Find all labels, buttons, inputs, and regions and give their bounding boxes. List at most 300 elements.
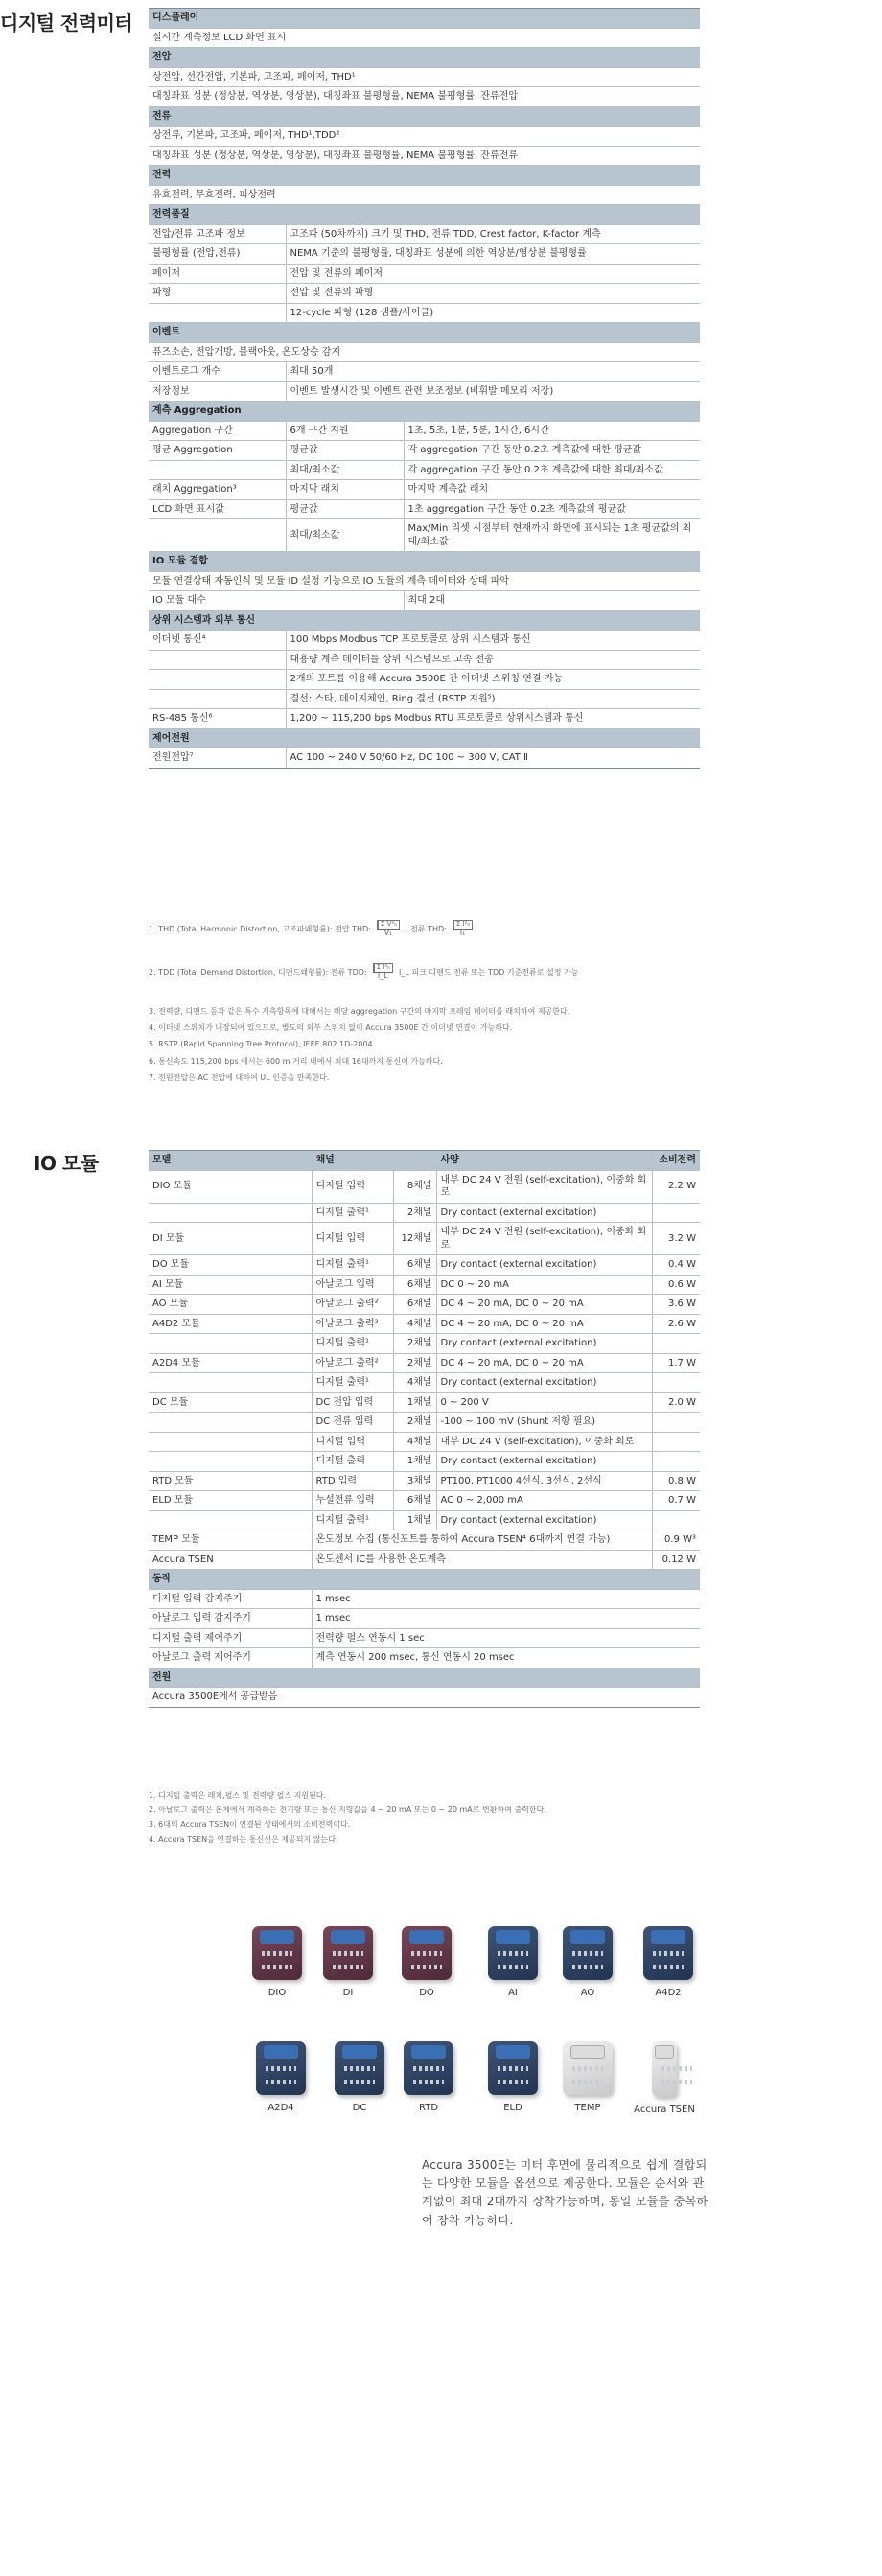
spec-cell: DC 모듈 — [149, 1392, 312, 1413]
spec-cell: 1 msec — [312, 1609, 700, 1629]
module-row — [149, 1413, 700, 1433]
module-icon — [404, 2041, 453, 2095]
spec-row — [149, 28, 700, 48]
module-image-eld — [479, 2041, 546, 2113]
meter-footnotes — [149, 1006, 705, 1089]
footnote: 4. 이더넷 스위치가 내장되어 있으므로, 별도의 외부 스위치 없이 Accura 3500E 간 이더넷 연결이 가능하다. — [149, 1024, 513, 1033]
section-header-row — [149, 402, 700, 422]
module-image-accura-tsen — [631, 2041, 698, 2115]
spec-cell — [652, 1452, 700, 1472]
spec-cell: 4채널 — [393, 1432, 436, 1452]
spec-cell: 0.8 W — [652, 1471, 700, 1491]
spec-cell: 2.0 W — [652, 1392, 700, 1413]
thd-lead: 1. THD (Total Harmonic Distortion, 고조파왜형률): 전압 THD: — [149, 924, 371, 933]
module-row — [149, 1275, 700, 1295]
footnote-tdd — [149, 963, 705, 980]
section-header-row — [149, 205, 700, 225]
spec-cell: AC 0 ~ 2,000 mA — [436, 1491, 652, 1511]
spec-cell: 디지털 입력 — [312, 1432, 393, 1452]
spec-cell: 디지털 입력 — [312, 1170, 393, 1203]
spec-cell — [652, 1203, 700, 1223]
module-image-a2d4 — [247, 2041, 314, 2113]
spec-cell: 디지털 출력¹ — [312, 1203, 393, 1223]
spec-row — [149, 185, 700, 205]
spec-row — [149, 460, 700, 480]
spec-cell: TEMP 모듈 — [149, 1530, 312, 1551]
spec-cell — [149, 1510, 312, 1530]
spec-cell: 파형 — [149, 284, 286, 304]
section-header-row — [149, 9, 700, 29]
spec-cell: IO 모듈 결합 — [149, 552, 700, 572]
spec-row — [149, 480, 700, 500]
spec-cell: 이벤트 — [149, 323, 700, 343]
spec-cell: 1.7 W — [652, 1353, 700, 1373]
spec-cell: 1채널 — [393, 1452, 436, 1472]
spec-cell: 1채널 — [393, 1392, 436, 1413]
spec-cell: 평균값 — [286, 499, 404, 519]
io-title: IO 모듈 — [34, 1152, 99, 1175]
spec-cell: 1채널 — [393, 1510, 436, 1530]
module-image-di — [314, 1926, 382, 1998]
spec-cell: 아날로그 출력² — [312, 1353, 393, 1373]
module-image-temp — [554, 2041, 621, 2113]
spec-cell: 디지털 출력¹ — [312, 1373, 393, 1393]
spec-cell: 내부 DC 24 V 전원 (self-excitation), 이중화 회로 — [436, 1223, 652, 1255]
spec-cell: 불평형률 (전압,전류) — [149, 244, 286, 264]
spec-cell: PT100, PT1000 4선식, 3선식, 2선식 — [436, 1471, 652, 1491]
spec-cell: AC 100 ~ 240 V 50/60 Hz, DC 100 ~ 300 V, CAT Ⅱ — [286, 748, 700, 769]
spec-row — [149, 650, 700, 670]
spec-cell — [149, 1203, 312, 1223]
spec-cell: 2채널 — [393, 1413, 436, 1433]
spec-cell — [149, 1334, 312, 1354]
spec-row — [149, 362, 700, 382]
module-label: DO — [419, 1988, 434, 1998]
spec-cell: 저장정보 — [149, 381, 286, 402]
spec-cell: 최대 50개 — [286, 362, 700, 382]
spec-cell: 이더넷 통신⁴ — [149, 631, 286, 651]
spec-cell: 전력 — [149, 166, 700, 186]
spec-cell: 최대/최소값 — [286, 460, 404, 480]
module-label: AO — [580, 1988, 595, 1998]
spec-cell: AO 모듈 — [149, 1295, 312, 1315]
section-header-row — [149, 1668, 700, 1688]
spec-row — [149, 571, 700, 591]
module-row — [149, 1170, 700, 1203]
module-label: RTD — [418, 2103, 439, 2113]
spec-cell: 1 msec — [312, 1589, 700, 1609]
module-row — [149, 1471, 700, 1491]
spec-cell: 계측 Aggregation — [149, 402, 700, 422]
spec-cell: 아날로그 출력² — [312, 1314, 393, 1334]
spec-cell: 아날로그 출력² — [312, 1295, 393, 1315]
spec-cell: 3.6 W — [652, 1295, 700, 1315]
module-label: Accura TSEN — [634, 2104, 695, 2115]
spec-cell: 내부 DC 24 V (self-excitation), 이중화 회로 — [436, 1432, 652, 1452]
spec-cell: 마지막 래치 — [286, 480, 404, 500]
module-image-rtd — [395, 2041, 462, 2113]
section-header-row — [149, 48, 700, 68]
footnote: 2. 아날로그 출력은 본체에서 계측하는 전기량 또는 통신 지령값을 4 ~ 20 mA 또는 0 ~ 20 mA로 변환하여 출력한다. — [149, 1806, 546, 1815]
spec-cell: 모듈 연결상태 자동인식 및 모듈 ID 설정 기능으로 IO 모듈의 계측 데이터와 상태 파악 — [149, 571, 700, 591]
spec-cell: 대칭좌표 성분 (정상분, 역상분, 영상분), 대칭좌표 불평형률, NEMA 불평형률, 잔류전류 — [149, 146, 700, 166]
module-label: AI — [508, 1988, 518, 1998]
spec-row — [149, 342, 700, 362]
section-header-row — [149, 1570, 700, 1590]
spec-cell: 아날로그 입력 — [312, 1275, 393, 1295]
section-header-row — [149, 552, 700, 572]
tdd-num: Σ I²ₕ — [373, 963, 393, 973]
spec-cell: 전압 및 전류의 파형 — [286, 284, 700, 304]
module-icon — [563, 1926, 613, 1980]
spec-row — [149, 264, 700, 284]
spec-cell: 1초 aggregation 구간 동안 0.2초 계측값의 평균값 — [404, 499, 700, 519]
spec-cell: Dry contact (external excitation) — [436, 1373, 652, 1393]
section-header-row — [149, 610, 700, 631]
module-row — [149, 1452, 700, 1472]
spec-row — [149, 224, 700, 244]
closing-text: Accura 3500E는 미터 후면에 물리적으로 쉽게 결합되는 다양한 모듈을 옵션으로 제공한다. 모듈은 순서와 관계없이 최대 2대까지 장착가능하며, 동일 모듈을 중복하여 장착 가능하다. — [422, 2158, 708, 2227]
spec-cell: 3.2 W — [652, 1223, 700, 1255]
spec-cell: 내부 DC 24 V 전원 (self-excitation), 이중화 회로 — [436, 1170, 652, 1203]
spec-cell: 디스플레이 — [149, 9, 700, 29]
spec-row — [149, 126, 700, 147]
module-label: A4D2 — [655, 1988, 682, 1998]
io-footnotes — [149, 1790, 705, 1849]
spec-row — [149, 441, 700, 461]
thd-i-num: Σ I²ₕ — [453, 920, 473, 930]
module-icon — [488, 2041, 538, 2095]
spec-cell: 12-cycle 파형 (128 샘플/사이클) — [286, 303, 700, 323]
section-header-row — [149, 166, 700, 186]
module-row — [149, 1491, 700, 1511]
spec-cell: 6채널 — [393, 1295, 436, 1315]
footnote: 3. 6대의 Accura TSEN이 연결된 상태에서의 소비전력이다. — [149, 1820, 351, 1829]
module-row — [149, 1510, 700, 1530]
spec-cell: RTD 모듈 — [149, 1471, 312, 1491]
spec-cell: 2개의 포트를 이용해 Accura 3500E 간 이더넷 스위칭 연결 가능 — [286, 670, 700, 690]
module-row — [149, 1314, 700, 1334]
spec-cell: 각 aggregation 구간 동안 0.2초 계측값에 대한 평균값 — [404, 441, 700, 461]
spec-cell: 1,200 ~ 115,200 bps Modbus RTU 프로토콜로 상위시스템과 통신 — [286, 709, 700, 729]
spec-cell: 유효전력, 무효전력, 피상전력 — [149, 185, 700, 205]
module-icon — [563, 2041, 613, 2095]
module-icon — [402, 1926, 452, 1980]
module-row — [149, 1295, 700, 1315]
spec-cell — [652, 1373, 700, 1393]
spec-cell: 8채널 — [393, 1170, 436, 1203]
module-row — [149, 1550, 700, 1570]
spec-cell: 6개 구간 지원 — [286, 421, 404, 441]
spec-cell: ELD 모듈 — [149, 1491, 312, 1511]
spec-cell: 대칭좌표 성분 (정상분, 역상분, 영상분), 대칭좌표 불평형률, NEMA 불평형률, 잔류전압 — [149, 87, 700, 107]
operation-row — [149, 1648, 700, 1668]
spec-cell: 2.6 W — [652, 1314, 700, 1334]
module-image-a4d2 — [635, 1926, 702, 1998]
spec-cell: 퓨즈소손, 전압개방, 블랙아웃, 온도상승 감지 — [149, 342, 700, 362]
spec-cell: -100 ~ 100 mV (Shunt 저항 필요) — [436, 1413, 652, 1433]
spec-cell: DI 모듈 — [149, 1223, 312, 1255]
spec-cell: 전압 — [149, 48, 700, 68]
spec-cell: 이벤트 발생시간 및 이벤트 관련 보조정보 (비휘발 메모리 저장) — [286, 381, 700, 402]
spec-cell: 전류 — [149, 106, 700, 126]
spec-cell: 0.12 W — [652, 1550, 700, 1570]
spec-cell: 2채널 — [393, 1334, 436, 1354]
module-row — [149, 1392, 700, 1413]
spec-cell: 6채널 — [393, 1275, 436, 1295]
section-header-row — [149, 728, 700, 748]
spec-cell: 디지털 입력 감지주기 — [149, 1589, 312, 1609]
spec-cell: 아날로그 출력 제어주기 — [149, 1648, 312, 1668]
module-row — [149, 1353, 700, 1373]
spec-cell: RS-485 통신⁶ — [149, 709, 286, 729]
module-icon — [643, 1926, 693, 1980]
spec-cell — [149, 670, 286, 690]
spec-cell: 0.6 W — [652, 1275, 700, 1295]
spec-cell: 2.2 W — [652, 1170, 700, 1203]
spec-cell: 최대/최소값 — [286, 519, 404, 552]
spec-cell: 0.4 W — [652, 1255, 700, 1276]
spec-cell — [149, 1452, 312, 1472]
spec-cell: DC 4 ~ 20 mA, DC 0 ~ 20 mA — [436, 1314, 652, 1334]
spec-cell: 아날로그 입력 감지주기 — [149, 1609, 312, 1629]
tdd-den: I_L — [377, 971, 388, 980]
operation-row — [149, 1628, 700, 1648]
spec-cell: Dry contact (external excitation) — [436, 1203, 652, 1223]
spec-row — [149, 421, 700, 441]
spec-cell: 디지털 출력¹ — [312, 1334, 393, 1354]
thd-mid: , 전류 THD: — [405, 924, 447, 933]
spec-cell — [149, 1373, 312, 1393]
footnote-thd — [149, 920, 705, 937]
module-row — [149, 1432, 700, 1452]
spec-cell: 전압 및 전류의 페이저 — [286, 264, 700, 284]
section-header-row — [149, 106, 700, 126]
spec-cell: 평균값 — [286, 441, 404, 461]
spec-cell: 전원전압⁷ — [149, 748, 286, 769]
spec-cell: 디지털 출력 — [312, 1452, 393, 1472]
spec-cell — [149, 303, 286, 323]
operation-row — [149, 1589, 700, 1609]
module-icon — [488, 1926, 538, 1980]
tdd-formula — [373, 963, 393, 980]
spec-cell: 100 Mbps Modbus TCP 프로토콜로 상위 시스템과 통신 — [286, 631, 700, 651]
spec-cell: 6채널 — [393, 1255, 436, 1276]
spec-cell: DC 4 ~ 20 mA, DC 0 ~ 20 mA — [436, 1295, 652, 1315]
footnote: 3. 전력량, 디맨드 등과 같은 특수 계측항목에 대해서는 해당 aggregation 구간의 마지막 프레임 데이터를 래치하여 제공한다. — [149, 1007, 570, 1016]
spec-cell: 0.7 W — [652, 1491, 700, 1511]
spec-cell: Dry contact (external excitation) — [436, 1510, 652, 1530]
spec-cell: NEMA 기준의 불평형률, 대칭좌표 성분에 의한 역상분/영상분 불평형률 — [286, 244, 700, 264]
module-label: TEMP — [574, 2103, 601, 2113]
spec-row — [149, 519, 700, 552]
footnote: 4. Accura TSEN을 연결하는 통신선은 제공되지 않는다. — [149, 1834, 338, 1844]
spec-row — [149, 244, 700, 264]
spec-cell: Dry contact (external excitation) — [436, 1255, 652, 1276]
module-image-ao — [554, 1926, 621, 1998]
spec-cell: 전력량 펄스 연동시 1 sec — [312, 1628, 700, 1648]
module-icon — [252, 1926, 302, 1980]
spec-cell: 이벤트로그 개수 — [149, 362, 286, 382]
thd-voltage-formula — [377, 920, 400, 937]
spec-cell: 동작 — [149, 1570, 700, 1590]
spec-cell — [149, 1413, 312, 1433]
spec-cell: 마지막 계측값 래치 — [404, 480, 700, 500]
spec-cell — [652, 1413, 700, 1433]
spec-cell: 2채널 — [393, 1353, 436, 1373]
spec-cell: DC 4 ~ 20 mA, DC 0 ~ 20 mA — [436, 1353, 652, 1373]
spec-cell: 각 aggregation 구간 동안 0.2초 계측값에 대한 최대/최소값 — [404, 460, 700, 480]
spec-cell — [149, 460, 286, 480]
module-label: A2D4 — [267, 2103, 294, 2113]
power-row — [149, 1688, 700, 1708]
spec-row — [149, 67, 700, 87]
spec-cell: 채널 — [312, 1151, 436, 1171]
spec-cell: 6채널 — [393, 1491, 436, 1511]
spec-cell: Max/Min 리셋 시점부터 현재까지 화면에 표시되는 1초 평균값의 최대/최소값 — [404, 519, 700, 552]
spec-cell: A4D2 모듈 — [149, 1314, 312, 1334]
spec-cell: A2D4 모듈 — [149, 1353, 312, 1373]
section-header-row — [149, 323, 700, 343]
spec-cell: 4채널 — [393, 1373, 436, 1393]
spec-cell: 사양 — [436, 1151, 652, 1171]
spec-cell: 페이저 — [149, 264, 286, 284]
spec-cell: 0.9 W³ — [652, 1530, 700, 1551]
module-row — [149, 1223, 700, 1255]
module-row — [149, 1255, 700, 1276]
spec-cell: DC 전류 입력 — [312, 1413, 393, 1433]
tdd-tail: I_L 피크 디맨드 전류 또는 TDD 기준전류로 설정 가능 — [399, 967, 579, 977]
module-image-do — [393, 1926, 460, 1998]
module-row — [149, 1530, 700, 1551]
meter-title: 디지털 전력미터 — [0, 12, 133, 34]
spec-cell: 결선: 스타, 데이지체인, Ring 결선 (RSTP 지원⁵) — [286, 689, 700, 709]
spec-cell: 최대 2대 — [404, 591, 700, 611]
spec-cell: 디지털 출력¹ — [312, 1510, 393, 1530]
spec-cell: AI 모듈 — [149, 1275, 312, 1295]
spec-cell — [652, 1334, 700, 1354]
module-image-ai — [479, 1926, 546, 1998]
spec-cell: RTD 입력 — [312, 1471, 393, 1491]
spec-cell: 래치 Aggregation³ — [149, 480, 286, 500]
spec-row — [149, 381, 700, 402]
module-row — [149, 1373, 700, 1393]
spec-row — [149, 284, 700, 304]
module-icon — [652, 2041, 677, 2097]
spec-cell: 0 ~ 200 V — [436, 1392, 652, 1413]
spec-cell: 모델 — [149, 1151, 312, 1171]
module-label: ELD — [503, 2103, 522, 2113]
spec-cell: DIO 모듈 — [149, 1170, 312, 1203]
module-label: DC — [352, 2103, 367, 2113]
module-icon — [256, 2041, 306, 2095]
spec-cell: 디지털 출력¹ — [312, 1255, 393, 1276]
spec-cell: 제어전원 — [149, 728, 700, 748]
spec-cell: Accura 3500E에서 공급받음 — [149, 1688, 700, 1708]
spec-cell: 4채널 — [393, 1314, 436, 1334]
spec-row — [149, 689, 700, 709]
spec-cell: 디지털 입력 — [312, 1223, 393, 1255]
spec-cell — [149, 689, 286, 709]
spec-cell — [149, 519, 286, 552]
spec-cell: 고조파 (50차까지) 크기 및 THD, 전류 TDD, Crest factor, K-factor 계측 — [286, 224, 700, 244]
spec-row — [149, 499, 700, 519]
spec-cell: 3채널 — [393, 1471, 436, 1491]
spec-row — [149, 748, 700, 769]
module-label: DI — [342, 1988, 354, 1998]
spec-cell: 디지털 출력 제어주기 — [149, 1628, 312, 1648]
module-icon — [335, 2041, 384, 2095]
spec-cell — [652, 1510, 700, 1530]
footnote: 7. 전원전압은 AC 전압에 대하여 UL 인증을 만족한다. — [149, 1072, 330, 1082]
spec-cell: 12채널 — [393, 1223, 436, 1255]
spec-cell: DC 전압 입력 — [312, 1392, 393, 1413]
thd-v-num: Σ V²ₕ — [377, 920, 400, 930]
operation-row — [149, 1609, 700, 1629]
footnote: 5. RSTP (Rapid Spanning Tree Protocol), IEEE 802.1D-2004 — [149, 1040, 373, 1049]
spec-cell: 온도센서 IC를 사용한 온도계측 — [312, 1550, 652, 1570]
spec-cell: 상전류, 기본파, 고조파, 페이저, THD¹,TDD² — [149, 126, 700, 147]
spec-cell: 소비전력 — [652, 1151, 700, 1171]
footnote: 1. 디지털 출력은 래치,펄스 및 전력량 펄스 지원된다. — [149, 1791, 327, 1800]
spec-cell: 온도정보 수집 (통신포트를 통하여 Accura TSEN⁴ 6대까지 연결 가능) — [312, 1530, 652, 1551]
spec-cell: 평균 Aggregation — [149, 441, 286, 461]
spec-cell: 상전압, 선간전압, 기본파, 고조파, 페이저, THD¹ — [149, 67, 700, 87]
spec-cell: 전원 — [149, 1668, 700, 1688]
module-row — [149, 1203, 700, 1223]
spec-cell: DC 0 ~ 20 mA — [436, 1275, 652, 1295]
footnote: 6. 통신속도 115,200 bps 에서는 600 m 거리 내에서 최대 16대까지 통신이 가능하다. — [149, 1056, 443, 1066]
spec-row — [149, 670, 700, 690]
spec-cell: 누설전류 입력 — [312, 1491, 393, 1511]
tdd-lead: 2. TDD (Total Demand Distortion, 디맨드왜형률): 전류 TDD: — [149, 967, 367, 977]
spec-cell: 실시간 계측정보 LCD 화면 표시 — [149, 28, 700, 48]
spec-cell: 2채널 — [393, 1203, 436, 1223]
spec-row — [149, 87, 700, 107]
spec-row — [149, 591, 700, 611]
spec-cell: 1초, 5초, 1분, 5분, 1시간, 6시간 — [404, 421, 700, 441]
spec-cell: LCD 화면 표시값 — [149, 499, 286, 519]
io-spec-table — [149, 1150, 700, 1708]
spec-row — [149, 709, 700, 729]
module-image-dio — [244, 1926, 311, 1998]
thd-current-formula — [453, 920, 473, 937]
spec-row — [149, 631, 700, 651]
module-icon — [323, 1926, 373, 1980]
spec-cell: 전압/전류 고조파 정보 — [149, 224, 286, 244]
column-header-row — [149, 1151, 700, 1171]
meter-spec-table — [149, 8, 700, 769]
thd-v-den: V₁ — [383, 928, 393, 937]
spec-cell: 대용량 계측 데이터를 상위 시스템으로 고속 전송 — [286, 650, 700, 670]
spec-cell: DO 모듈 — [149, 1255, 312, 1276]
spec-cell: Dry contact (external excitation) — [436, 1334, 652, 1354]
spec-cell: Dry contact (external excitation) — [436, 1452, 652, 1472]
spec-row — [149, 303, 700, 323]
module-row — [149, 1334, 700, 1354]
spec-row — [149, 146, 700, 166]
spec-cell — [652, 1432, 700, 1452]
spec-cell: IO 모듈 대수 — [149, 591, 404, 611]
spec-cell: 계측 연동시 200 msec, 통신 연동시 20 msec — [312, 1648, 700, 1668]
module-image-dc — [326, 2041, 393, 2113]
module-label: DIO — [267, 1988, 287, 1998]
spec-cell — [149, 1432, 312, 1452]
spec-cell: 전력품질 — [149, 205, 700, 225]
spec-cell — [149, 650, 286, 670]
spec-cell: 상위 시스템과 외부 통신 — [149, 610, 700, 631]
spec-cell: Aggregation 구간 — [149, 421, 286, 441]
